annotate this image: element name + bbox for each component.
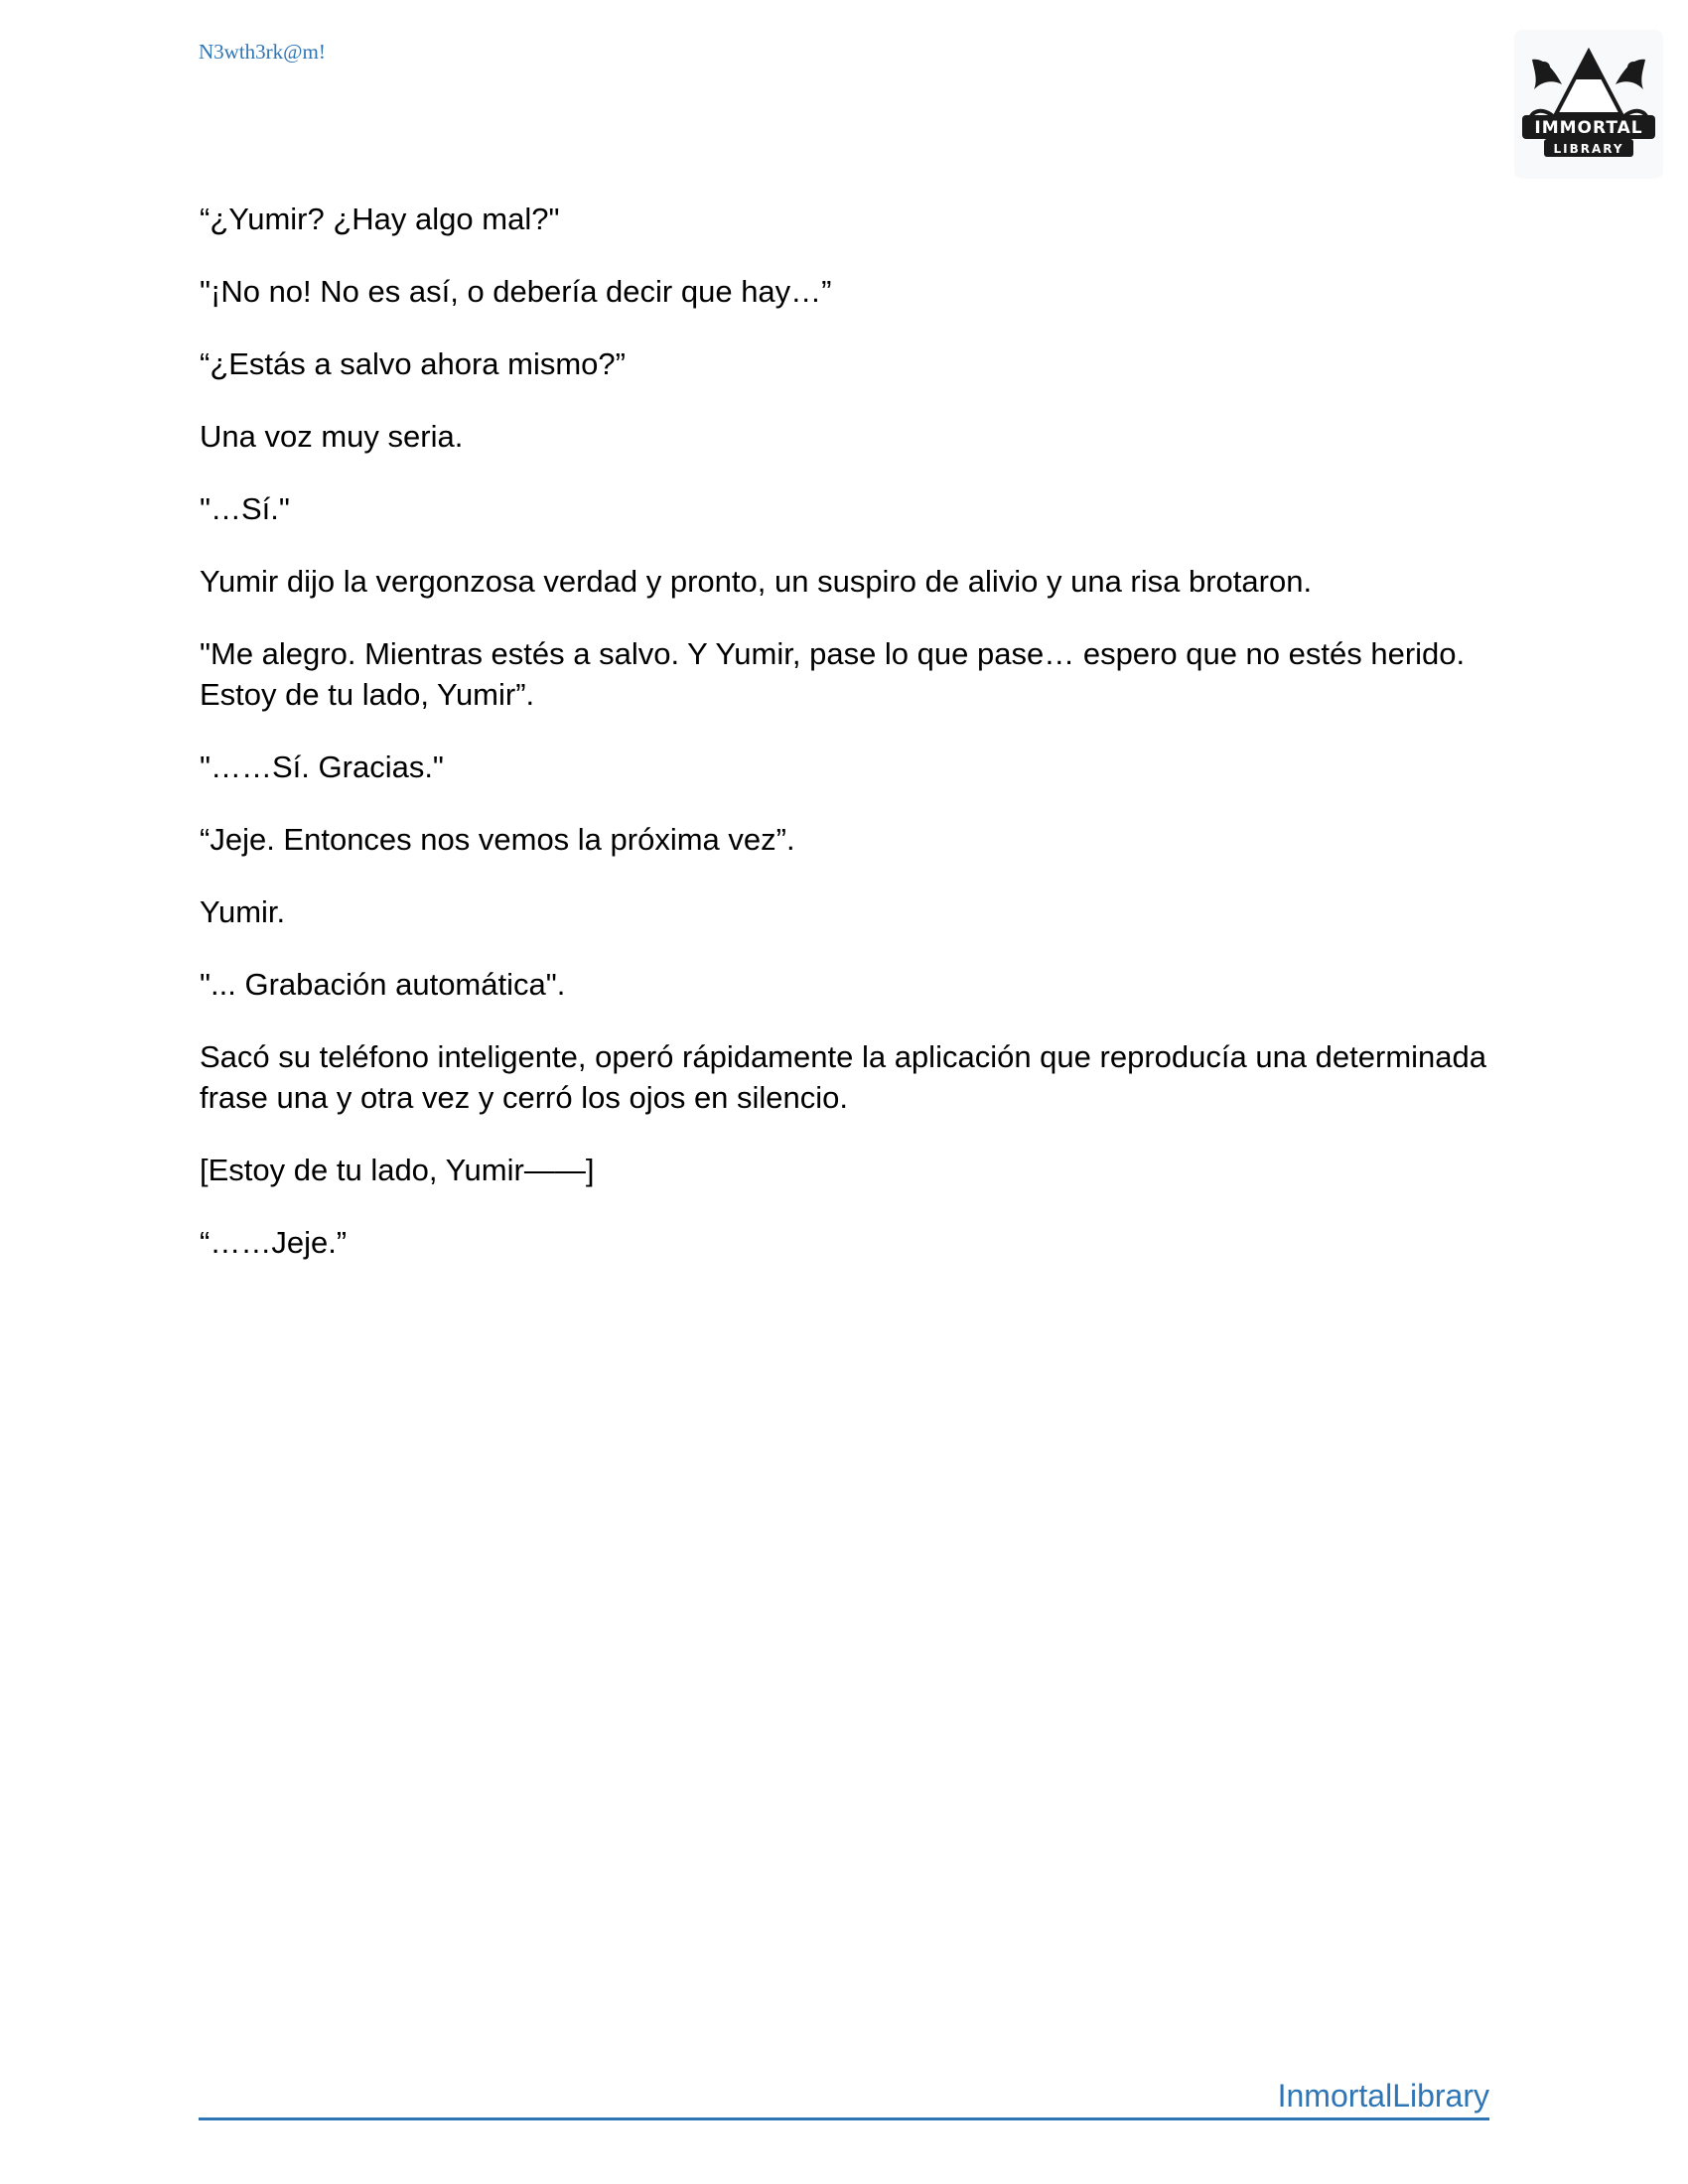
paragraph: "…Sí." — [200, 491, 290, 526]
paragraph: “¿Yumir? ¿Hay algo mal?" — [200, 202, 560, 236]
paragraph: "... Grabación automática". — [200, 967, 566, 1002]
paragraph: “¿Estás a salvo ahora mismo?” — [200, 346, 626, 381]
paragraph: Una voz muy seria. — [200, 419, 464, 454]
paragraph: [Estoy de tu lado, Yumir——] — [200, 1153, 595, 1187]
immortal-library-logo — [1514, 30, 1663, 179]
paragraph: “Jeje. Entonces nos vemos la próxima vez”. — [200, 822, 795, 857]
chapter-text — [200, 199, 1490, 1295]
logo-text-bottom: LIBRARY — [1553, 142, 1624, 156]
footer-divider — [199, 2117, 1489, 2120]
logo-text-top: IMMORTAL — [1534, 118, 1643, 138]
paragraph: “……Jeje.” — [200, 1225, 348, 1260]
paragraph: Sacó su teléfono inteligente, operó rápidamente la aplicación que reproducía una determinada frase una y otra vez y cerró los ojos en silencio. — [200, 1039, 1486, 1115]
translator-credit: N3wth3rk@m! — [199, 40, 326, 64]
paragraph: Yumir. — [200, 894, 286, 929]
paragraph: "……Sí. Gracias." — [200, 750, 444, 784]
paragraph: "¡No no! No es así, o debería decir que hay…” — [200, 274, 832, 309]
paragraph: Yumir dijo la vergonzosa verdad y pronto, un suspiro de alivio y una risa brotaron. — [200, 564, 1313, 599]
paragraph: "Me alegro. Mientras estés a salvo. Y Yumir, pase lo que pase… espero que no estés herido. Estoy de tu lado, Yumir”. — [200, 636, 1466, 712]
footer-library-link[interactable]: InmortalLibrary — [1277, 2078, 1489, 2114]
